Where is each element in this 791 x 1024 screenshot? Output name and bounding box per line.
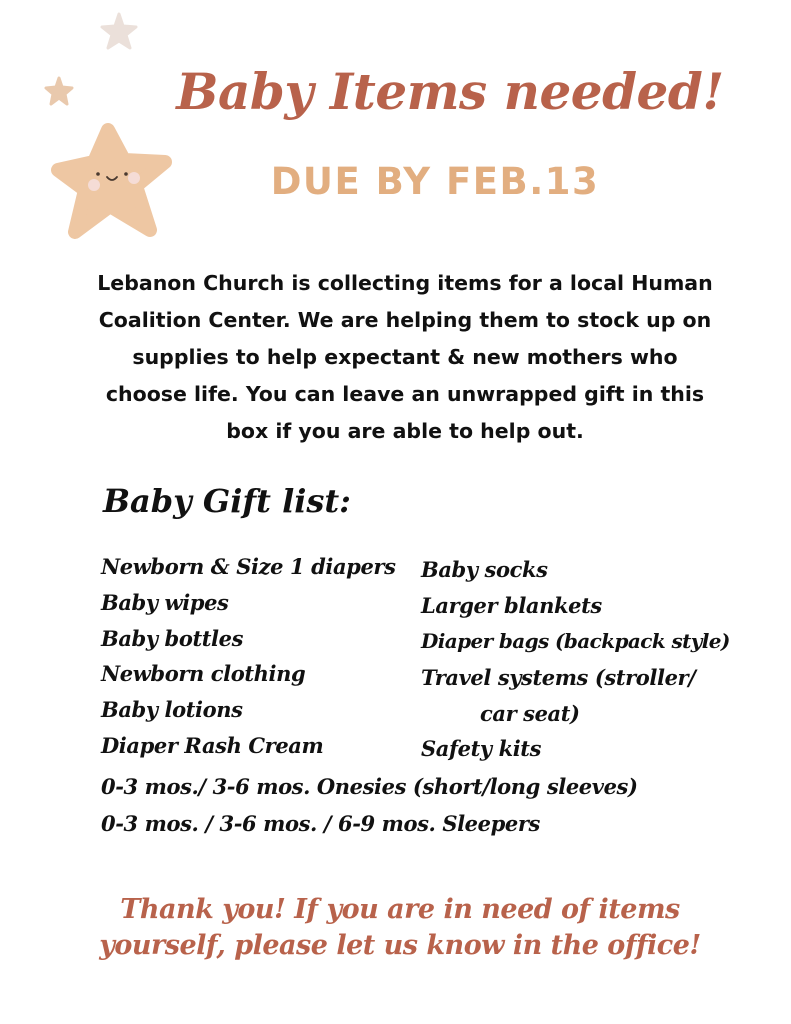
star-left-eye: [96, 172, 100, 176]
star-right-cheek: [128, 172, 140, 184]
list-item: Safety kits: [421, 736, 542, 761]
list-item: Baby socks: [421, 557, 548, 582]
list-item: Baby wipes: [101, 590, 229, 615]
intro-line: Coalition Center. We are helping them to stock up on: [98, 308, 712, 332]
list-item: Larger blankets: [421, 593, 602, 618]
intro-line: Lebanon Church is collecting items for a local Human: [97, 271, 713, 295]
intro-line: box if you are able to help out.: [226, 419, 584, 443]
list-item: 0-3 mos./ 3-6 mos. Onesies (short/long sleeves): [101, 774, 638, 799]
gift-list-title: Baby Gift list:: [103, 482, 351, 520]
list-item: 0-3 mos. / 3-6 mos. / 6-9 mos. Sleepers: [101, 811, 540, 836]
list-item: Diaper bags (backpack style): [421, 629, 730, 653]
intro-paragraph: [40, 265, 770, 450]
small-star-top-icon: [102, 14, 136, 48]
list-item: Diaper Rash Cream: [101, 733, 324, 758]
intro-line: choose life. You can leave an unwrapped gift in this: [105, 382, 705, 406]
list-item: Baby bottles: [101, 626, 244, 651]
decorative-stars: [0, 0, 200, 260]
page-title: Baby Items needed!: [176, 62, 724, 121]
list-item: Newborn clothing: [101, 661, 306, 686]
small-star-left-icon: [46, 78, 72, 104]
list-item: Newborn & Size 1 diapers: [101, 554, 396, 579]
intro-line: supplies to help expectant & new mothers who: [132, 345, 678, 369]
thank-you-message: [60, 892, 740, 964]
thank-you-line: Thank you! If you are in need of items: [120, 894, 680, 925]
star-right-eye: [124, 172, 128, 176]
smiling-star-icon: [58, 130, 165, 232]
star-left-cheek: [88, 179, 100, 191]
list-item: Baby lotions: [101, 697, 243, 722]
thank-you-line: yourself, please let us know in the office!: [99, 930, 701, 961]
due-date: DUE BY FEB.13: [270, 160, 600, 203]
list-item: Travel systems (stroller/: [421, 665, 696, 690]
list-item: car seat): [480, 701, 580, 726]
